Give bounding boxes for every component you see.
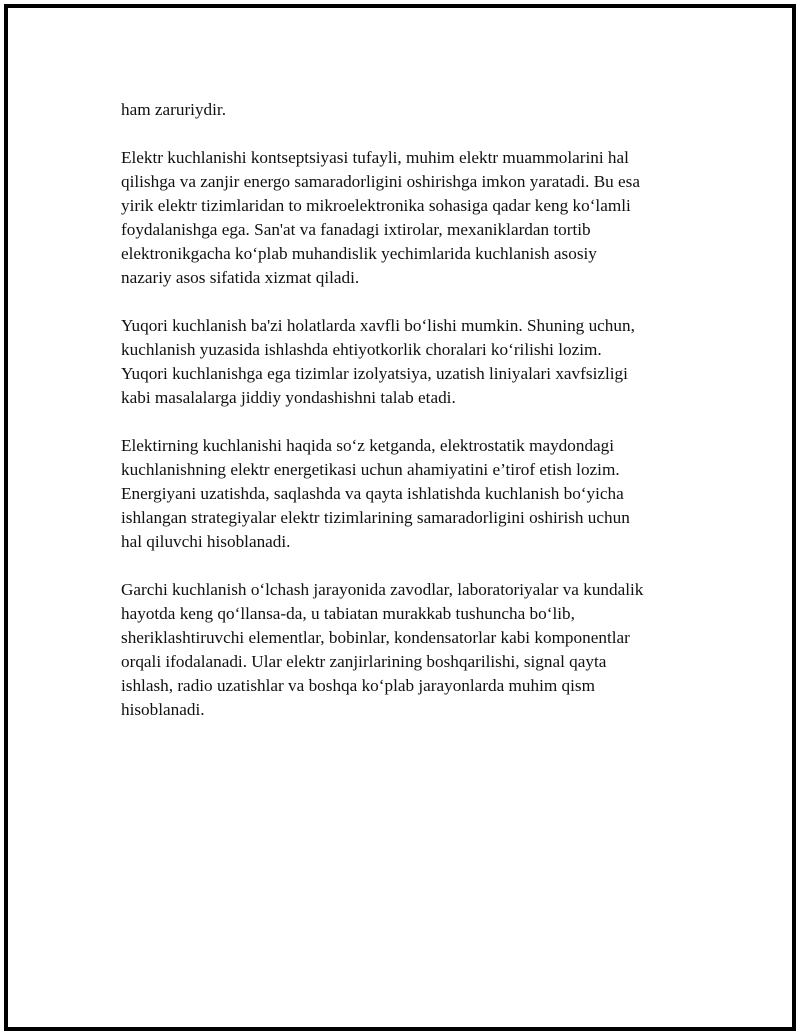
paragraph-voltage-concept: Elektr kuchlanishi kontseptsiyasi tufayli, muhim elektr muammolarini hal qilishga va zanjir energo samaradorligini oshirishga imkon yaratadi. Bu esa yirik elektr tizimlaridan to mikroelektronika sohasiga qadar keng ko‘lamli foydalanishga ega. San'at va fanadagi ixtirolar, mexaniklardan tortib elektronikgacha ko‘plab muhandislik yechimlarida kuchlanish asosiy nazariy asos sifatida xizmat qiladi. (121, 148, 640, 287)
document-body (121, 98, 711, 746)
paragraph-high-voltage-safety: Yuqori kuchlanish ba'zi holatlarda xavfli bo‘lishi mumkin. Shuning uchun, kuchlanish yuzasida ishlashda ehtiyotkorlik choralari ko‘rilishi lozim. Yuqori kuchlanishga ega tizimlar izolyatsiya, uzatish liniyalari xavfsizligi kabi masalalarga jiddiy yondashishni talab etadi. (121, 316, 635, 407)
paragraph-electrostatic-field: Elektirning kuchlanishi haqida so‘z ketganda, elektrostatik maydondagi kuchlanishning elektr energetikasi uchun ahamiyatini e’tirof etish lozim. Energiyani uzatishda, saqlashda va qayta ishlatishda kuchlanish bo‘yicha ishlangan strategiyalar elektr tizimlarining samaradorligini oshirish uchun hal qiluvchi hisoblanadi. (121, 436, 630, 551)
paragraph-voltage-measurement: Garchi kuchlanish o‘lchash jarayonida zavodlar, laboratoriyalar va kundalik hayotda keng qo‘llansa-da, u tabiatan murakkab tushuncha bo‘lib, sheriklashtiruvchi elementlar, bobinlar, kondensatorlar kabi komponentlar orqali ifodalanadi. Ular elektr zanjirlarining boshqarilishi, signal qayta ishlash, radio uzatishlar va boshqa ko‘plab jarayonlarda muhim qism hisoblanadi. (121, 580, 644, 719)
page-frame (4, 4, 796, 1031)
paragraph-continuation: ham zaruriydir. (121, 100, 226, 119)
